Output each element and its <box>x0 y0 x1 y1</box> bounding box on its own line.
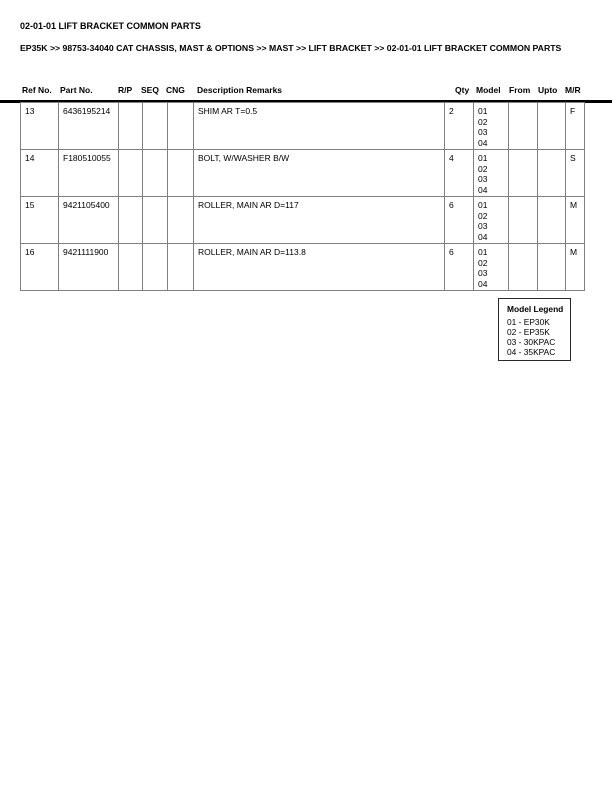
cell-qty: 6 <box>445 197 474 244</box>
cell-rp <box>119 103 143 150</box>
cell-cng <box>168 244 194 291</box>
table-row <box>21 197 585 244</box>
model-code: 03 <box>478 221 488 231</box>
model-legend-entry: 03 - 30KPAC <box>507 337 556 347</box>
cell-seq <box>143 197 168 244</box>
model-code: 04 <box>478 137 488 148</box>
cell-models <box>474 244 509 291</box>
model-code: 01 <box>478 200 488 210</box>
model-legend <box>498 298 571 361</box>
cell-rp <box>119 150 143 197</box>
model-code: 04 <box>478 231 488 242</box>
cell-from <box>509 150 538 197</box>
cell-description: BOLT, W/WASHER B/W <box>194 150 445 197</box>
model-legend-entry: 04 - 35KPAC <box>507 347 556 357</box>
table-row <box>21 150 585 197</box>
cell-seq <box>143 150 168 197</box>
model-legend-title: Model Legend <box>507 304 564 314</box>
cell-cng <box>168 197 194 244</box>
cell-description: SHIM AR T=0.5 <box>194 103 445 150</box>
parts-table <box>20 102 585 291</box>
model-code: 03 <box>478 127 488 137</box>
cell-part-no: 9421111900 <box>59 244 119 291</box>
cell-ref-no: 15 <box>21 197 59 244</box>
cell-mr: S <box>566 150 585 197</box>
cell-part-no: 6436195214 <box>59 103 119 150</box>
model-code: 02 <box>478 210 488 221</box>
model-code: 04 <box>478 184 488 195</box>
model-code: 02 <box>478 116 488 127</box>
column-header-ref-no: Ref No. <box>22 85 52 95</box>
model-legend-entry: 01 - EP30K <box>507 317 550 327</box>
cell-models <box>474 150 509 197</box>
cell-models <box>474 197 509 244</box>
cell-upto <box>538 197 566 244</box>
column-header-cng: CNG <box>166 85 185 95</box>
model-code: 01 <box>478 247 488 257</box>
breadcrumb: EP35K >> 98753-34040 CAT CHASSIS, MAST & OPTIONS >> MAST >> LIFT BRACKET >> 02-01-01 LIFT BRACKET COMMON PARTS <box>20 43 562 53</box>
cell-part-no: 9421105400 <box>59 197 119 244</box>
cell-ref-no: 14 <box>21 150 59 197</box>
cell-cng <box>168 150 194 197</box>
model-code: 03 <box>478 268 488 278</box>
column-header-mr: M/R <box>565 85 581 95</box>
table-row <box>21 244 585 291</box>
column-header-seq: SEQ <box>141 85 159 95</box>
model-legend-entry: 02 - EP35K <box>507 327 550 337</box>
cell-ref-no: 13 <box>21 103 59 150</box>
cell-mr: M <box>566 244 585 291</box>
cell-description: ROLLER, MAIN AR D=117 <box>194 197 445 244</box>
cell-mr: M <box>566 197 585 244</box>
cell-ref-no: 16 <box>21 244 59 291</box>
column-header-from: From <box>509 85 531 95</box>
cell-rp <box>119 244 143 291</box>
cell-seq <box>143 103 168 150</box>
column-header-rp: R/P <box>118 85 133 95</box>
cell-part-no: F180510055 <box>59 150 119 197</box>
cell-upto <box>538 150 566 197</box>
column-header-part-no: Part No. <box>60 85 93 95</box>
page-title: 02-01-01 LIFT BRACKET COMMON PARTS <box>20 21 201 31</box>
column-header-qty: Qty <box>455 85 470 95</box>
model-code: 04 <box>478 278 488 289</box>
cell-from <box>509 244 538 291</box>
cell-seq <box>143 244 168 291</box>
cell-cng <box>168 103 194 150</box>
model-code: 02 <box>478 257 488 268</box>
column-header-model: Model <box>476 85 501 95</box>
model-code: 03 <box>478 174 488 184</box>
model-code: 01 <box>478 153 488 163</box>
cell-qty: 6 <box>445 244 474 291</box>
model-code: 01 <box>478 106 488 116</box>
model-code: 02 <box>478 163 488 174</box>
table-row <box>21 103 585 150</box>
cell-rp <box>119 197 143 244</box>
cell-mr: F <box>566 103 585 150</box>
cell-from <box>509 103 538 150</box>
cell-from <box>509 197 538 244</box>
cell-models <box>474 103 509 150</box>
cell-description: ROLLER, MAIN AR D=113.8 <box>194 244 445 291</box>
cell-upto <box>538 244 566 291</box>
column-header-description: Description Remarks <box>197 85 283 95</box>
cell-qty: 4 <box>445 150 474 197</box>
column-header-upto: Upto <box>538 85 558 95</box>
cell-qty: 2 <box>445 103 474 150</box>
cell-upto <box>538 103 566 150</box>
